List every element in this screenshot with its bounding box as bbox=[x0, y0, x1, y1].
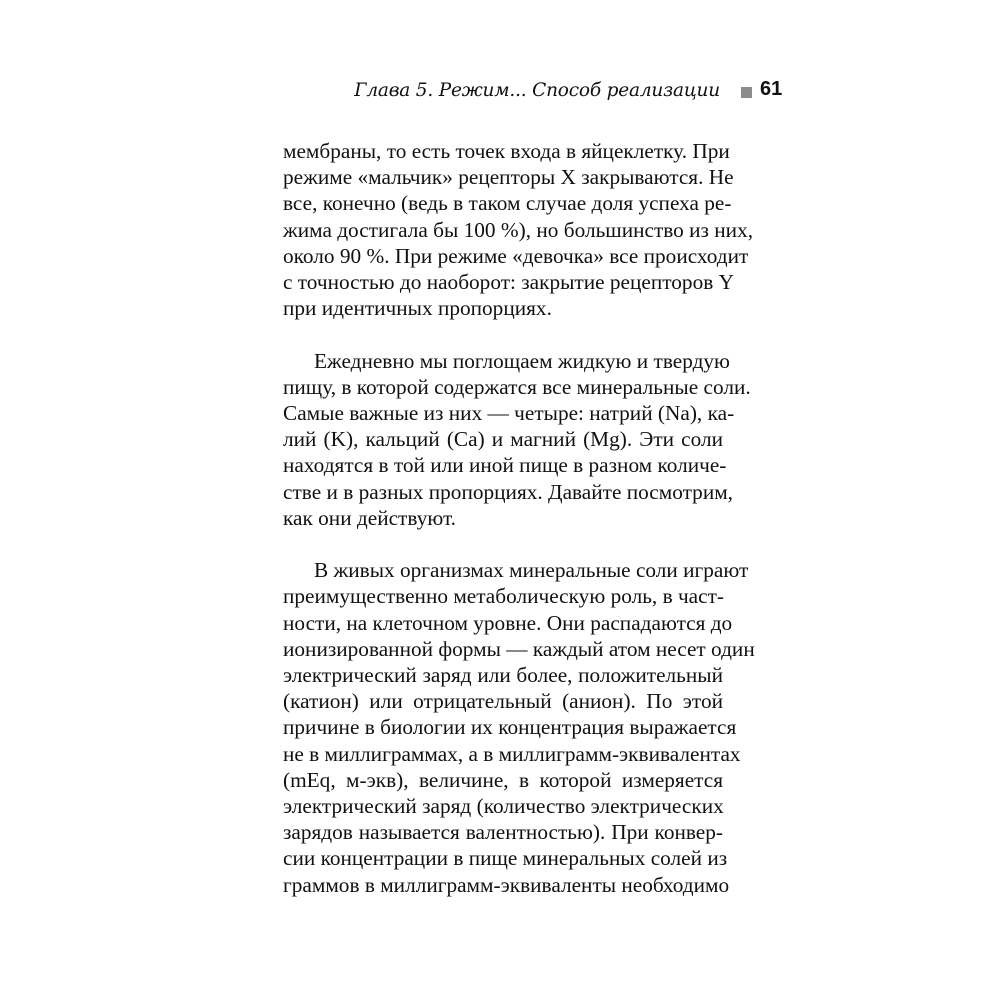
text-line: пищу, в которой содержатся все минеральные соли. bbox=[283, 374, 751, 399]
text-line: ности, на клеточном уровне. Они распадаются до bbox=[283, 610, 733, 635]
text-line: стве и в разных пропорциях. Давайте посмотрим, bbox=[283, 479, 734, 504]
running-header bbox=[280, 78, 783, 106]
text-line: сии концентрации в пище минеральных солей из bbox=[283, 846, 728, 871]
text-line: около 90 %. При режиме «девочка» все происходит bbox=[283, 243, 749, 268]
text-line: все, конечно (ведь в таком случае доля успеха ре- bbox=[283, 191, 732, 216]
text-line: при идентичных пропорциях. bbox=[283, 296, 552, 321]
chapter-title: Глава 5. Режим... Способ реализации bbox=[354, 80, 720, 101]
body-text bbox=[283, 138, 755, 898]
paragraph-3 bbox=[283, 557, 755, 898]
text-line: Ежедневно мы поглощаем жидкую и твердую bbox=[314, 348, 730, 373]
text-line: режиме «мальчик» рецепторы X закрываются. Не bbox=[283, 165, 734, 190]
text-line: Самые важные из них — четыре: натрий (Na), ка- bbox=[283, 401, 735, 426]
text-line: (катион) или отрицательный (анион). По этой bbox=[283, 689, 723, 714]
text-line: не в миллиграммах, а в миллиграмм-эквивалентах bbox=[283, 741, 741, 766]
paragraph-2 bbox=[283, 348, 751, 531]
text-line: мембраны, то есть точек входа в яйцеклетку. При bbox=[283, 139, 730, 163]
text-line: ионизированной формы — каждый атом несет один bbox=[283, 636, 755, 661]
text-line: лий (K), кальций (Ca) и магний (Mg). Эти соли bbox=[283, 427, 723, 452]
text-line: электрический заряд (количество электрических bbox=[283, 794, 724, 819]
paragraph-1 bbox=[283, 138, 754, 321]
text-line: находятся в той или иной пище в разном количе- bbox=[283, 453, 727, 478]
text-line: жима достигала бы 100 %), но большинство из них, bbox=[283, 217, 754, 242]
text-line: электрический заряд или более, положительный bbox=[283, 663, 723, 688]
text-line: как они действуют. bbox=[283, 505, 456, 530]
text-line: причине в биологии их концентрация выражается bbox=[283, 715, 737, 740]
text-line: граммов в миллиграмм-эквиваленты необходимо bbox=[283, 872, 730, 897]
header-square-ornament bbox=[741, 87, 752, 98]
text-line: с точностью до наоборот: закрытие рецепторов Y bbox=[283, 270, 734, 295]
text-line: В живых организмах минеральные соли играют bbox=[314, 558, 749, 583]
text-line: преимущественно метаболическую роль, в част- bbox=[283, 584, 724, 609]
text-line: (mEq, м-экв), величине, в которой измеряется bbox=[283, 767, 723, 792]
page-number: 61 bbox=[760, 78, 783, 100]
text-line: зарядов называется валентностью). При конвер- bbox=[283, 820, 723, 845]
